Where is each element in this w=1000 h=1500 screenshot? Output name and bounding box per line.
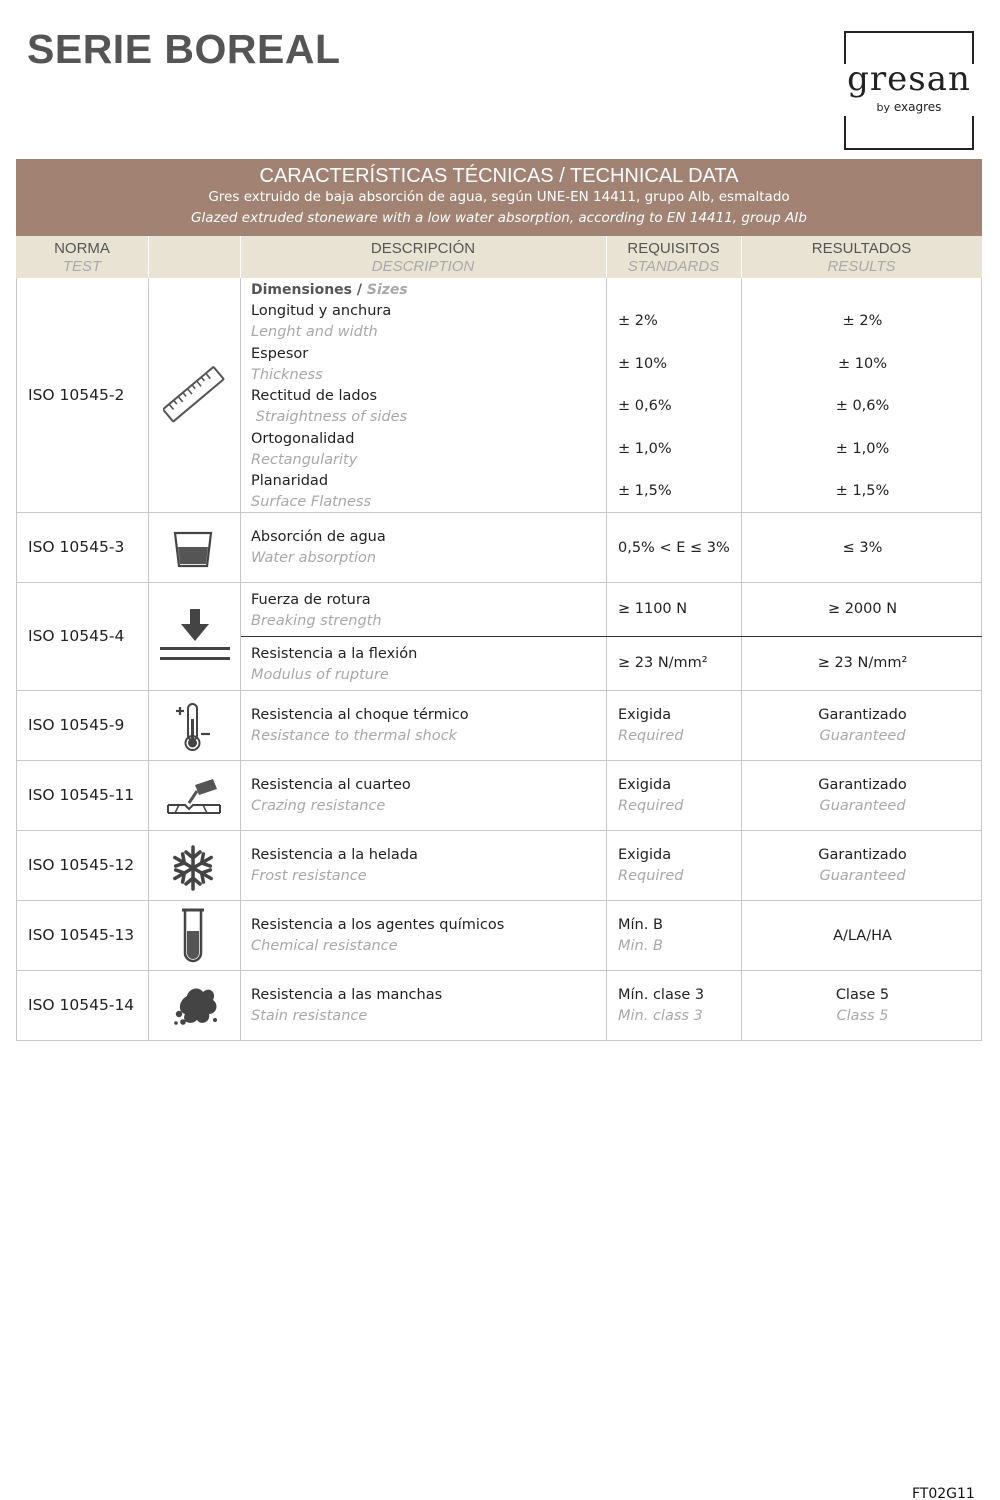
description-es: Resistencia al cuarteo	[251, 777, 411, 793]
column-header-norma	[16, 240, 148, 276]
description	[251, 590, 382, 632]
series-title: SERIE BOREAL	[27, 26, 341, 72]
requirement	[618, 845, 684, 887]
column-header-resultados-es: RESULTADOS	[811, 240, 912, 257]
description-en: Rectangularity	[251, 451, 358, 468]
description-es: Resistencia a las manchas	[251, 987, 443, 1003]
norm-code: ISO 10545-14	[28, 996, 135, 1014]
result-value: Garantizado	[818, 707, 907, 723]
requirement	[618, 775, 684, 817]
requirement-value: Mín. clase 3	[618, 987, 705, 1003]
table-row	[16, 278, 982, 513]
description-en: Water absorption	[251, 550, 377, 566]
description-es: Fuerza de rotura	[251, 592, 371, 608]
norm-code: ISO 10545-12	[28, 856, 135, 874]
table-header	[16, 236, 982, 278]
sub-row-divider	[241, 636, 982, 637]
column-divider	[148, 901, 149, 970]
requirement-value: Exigida	[618, 707, 672, 723]
result-value: Garantizado	[818, 777, 907, 793]
column-header-requisitos-es: REQUISITOS	[627, 240, 720, 257]
logo-by: by	[876, 101, 891, 114]
result-value: ≥ 2000 N	[827, 601, 898, 617]
column-divider	[148, 831, 149, 900]
table-row	[16, 513, 982, 583]
column-divider	[148, 971, 149, 1040]
group-label-en: Sizes	[366, 282, 408, 298]
requirement-value: Exigida	[618, 847, 672, 863]
norm-code: ISO 10545-2	[28, 386, 125, 404]
column-divider	[606, 691, 607, 760]
description-es: Ortogonalidad	[251, 430, 355, 447]
description	[251, 644, 417, 686]
column-header-norma-en: TEST	[62, 258, 102, 275]
table-row	[16, 691, 982, 761]
column-divider	[240, 691, 241, 760]
list-item	[251, 429, 407, 472]
description	[251, 527, 386, 569]
table-row	[16, 831, 982, 901]
result-value-en: Guaranteed	[819, 798, 906, 814]
column-divider	[606, 278, 607, 512]
technical-data-banner	[16, 159, 982, 236]
column-divider	[240, 831, 241, 900]
column-header-resultados	[741, 240, 982, 276]
column-header-descripcion	[240, 240, 606, 276]
column-divider	[148, 513, 149, 582]
banner-title: CARACTERÍSTICAS TÉCNICAS / TECHNICAL DATA	[259, 165, 739, 187]
description-en: Frost resistance	[251, 868, 367, 884]
description-en: Chemical resistance	[251, 938, 398, 954]
description-en: Straightness of sides	[251, 409, 408, 425]
column-divider	[606, 831, 607, 900]
requirement-value-en: Min. B	[618, 938, 663, 954]
table-row	[16, 971, 982, 1041]
column-divider	[148, 583, 149, 690]
test-tube-icon	[178, 907, 208, 965]
description	[251, 985, 442, 1027]
logo-sub-brand: exagres	[893, 100, 942, 114]
column-divider	[606, 971, 607, 1040]
logo-subtitle	[844, 100, 974, 114]
result-value-en: Guaranteed	[819, 728, 906, 744]
thermometer-icon	[173, 701, 215, 753]
requirement-value-en: Required	[618, 868, 684, 884]
description	[251, 915, 504, 957]
document-code: FT02G11	[912, 1486, 975, 1500]
result	[742, 845, 983, 887]
column-divider	[240, 901, 241, 970]
column-divider	[606, 761, 607, 830]
description-es: Espesor	[251, 345, 309, 362]
description-es: Planaridad	[251, 473, 329, 489]
column-header-norma-es: NORMA	[54, 240, 110, 257]
result-value: ± 2%	[842, 313, 883, 329]
requirement-value: Exigida	[618, 777, 672, 793]
norm-code: ISO 10545-4	[28, 627, 125, 645]
banner-line-es: Gres extruido de baja absorción de agua, según UNE-EN 14411, grupo AIb, esmaltado	[208, 189, 790, 205]
column-divider	[240, 278, 241, 512]
result-value: A/LA/HA	[833, 928, 892, 944]
description-es: Resistencia a la helada	[251, 847, 418, 863]
dimension-list	[251, 301, 407, 514]
list-item	[251, 301, 407, 344]
breaking-force-icon	[158, 607, 232, 665]
result-value-en: Guaranteed	[819, 868, 906, 884]
list-item	[251, 344, 407, 387]
description-es: Longitud y anchura	[251, 303, 392, 319]
description	[251, 775, 411, 817]
requirement	[618, 915, 663, 957]
requirement-value: ± 1,0%	[618, 441, 672, 457]
column-header-requisitos	[606, 240, 741, 276]
column-header-descripcion-en: DESCRIPTION	[371, 258, 475, 275]
column-divider	[240, 513, 241, 582]
result	[742, 775, 983, 817]
requirement-value-en: Required	[618, 798, 684, 814]
column-divider	[606, 513, 607, 582]
result-value: ≤ 3%	[842, 540, 883, 556]
stain-splash-icon	[169, 984, 221, 1030]
result-value: Garantizado	[818, 847, 907, 863]
result-value: ± 1,5%	[835, 483, 890, 499]
description-es: Rectitud de lados	[251, 388, 377, 404]
requirement-value: Mín. B	[618, 917, 663, 933]
result-value-en: Class 5	[836, 1008, 889, 1024]
norm-code: ISO 10545-9	[28, 716, 125, 734]
table-row	[16, 761, 982, 831]
description-es: Resistencia a la flexión	[251, 646, 418, 662]
column-divider	[148, 691, 149, 760]
column-divider	[148, 278, 149, 512]
norm-code: ISO 10545-11	[28, 786, 135, 804]
banner-line-en: Glazed extruded stoneware with a low water absorption, according to EN 14411, group AIb	[191, 210, 807, 226]
description	[251, 845, 418, 887]
description-en: Crazing resistance	[251, 798, 386, 814]
result-value: ± 1,0%	[835, 441, 890, 457]
column-divider	[148, 761, 149, 830]
result-value: Clase 5	[835, 987, 890, 1003]
description-es: Resistencia al choque térmico	[251, 707, 469, 723]
column-divider	[240, 971, 241, 1040]
description-en: Breaking strength	[251, 613, 382, 629]
requirement-value: ± 10%	[618, 356, 667, 372]
requirement-value: ± 0,6%	[618, 398, 672, 414]
requirement-value-en: Min. class 3	[618, 1008, 703, 1024]
description-en: Stain resistance	[251, 1008, 368, 1024]
description-en: Surface Flatness	[251, 494, 372, 510]
table-row	[16, 583, 982, 691]
crazing-hammer-icon	[165, 775, 223, 819]
requirement	[618, 985, 704, 1027]
list-item	[251, 471, 407, 514]
dimensions-group-label	[251, 280, 408, 300]
norm-code: ISO 10545-13	[28, 926, 135, 944]
requirement	[618, 705, 684, 747]
result	[742, 705, 983, 747]
description-en: Resistance to thermal shock	[251, 728, 457, 744]
result	[742, 985, 983, 1027]
logo-brand: gresan	[847, 59, 971, 99]
result-value: ≥ 23 N/mm²	[817, 655, 908, 671]
list-item	[251, 386, 407, 429]
column-header-resultados-en: RESULTS	[827, 258, 896, 275]
header-divider	[148, 236, 149, 278]
column-divider	[240, 761, 241, 830]
ruler-icon	[163, 364, 225, 426]
table-row	[16, 901, 982, 971]
snowflake-icon	[169, 844, 217, 892]
requirement-value: 0,5% < E ≤ 3%	[618, 540, 730, 556]
logo-frame-bottom	[844, 116, 974, 150]
brand-logo	[844, 31, 974, 150]
column-header-descripcion-es: DESCRIPCIÓN	[370, 240, 476, 257]
description-en: Modulus of rupture	[251, 667, 389, 683]
description-es: Resistencia a los agentes químicos	[251, 917, 505, 933]
group-label-es: Dimensiones /	[251, 282, 363, 298]
description-es: Absorción de agua	[251, 529, 386, 545]
description-en: Lenght and width	[251, 324, 378, 340]
water-glass-icon	[172, 529, 214, 569]
description	[251, 705, 469, 747]
description-en: Thickness	[251, 366, 323, 383]
result-value: ± 10%	[838, 356, 887, 372]
requirement-value: ≥ 1100 N	[618, 601, 688, 617]
norm-code: ISO 10545-3	[28, 538, 125, 556]
requirement-value-en: Required	[618, 728, 684, 744]
column-header-requisitos-en: STANDARDS	[627, 258, 720, 275]
requirement-value: ± 1,5%	[618, 483, 672, 499]
result-value: ± 0,6%	[835, 398, 890, 414]
requirement-value: ≥ 23 N/mm²	[618, 655, 708, 671]
column-divider	[606, 901, 607, 970]
requirement-value: ± 2%	[618, 313, 658, 329]
